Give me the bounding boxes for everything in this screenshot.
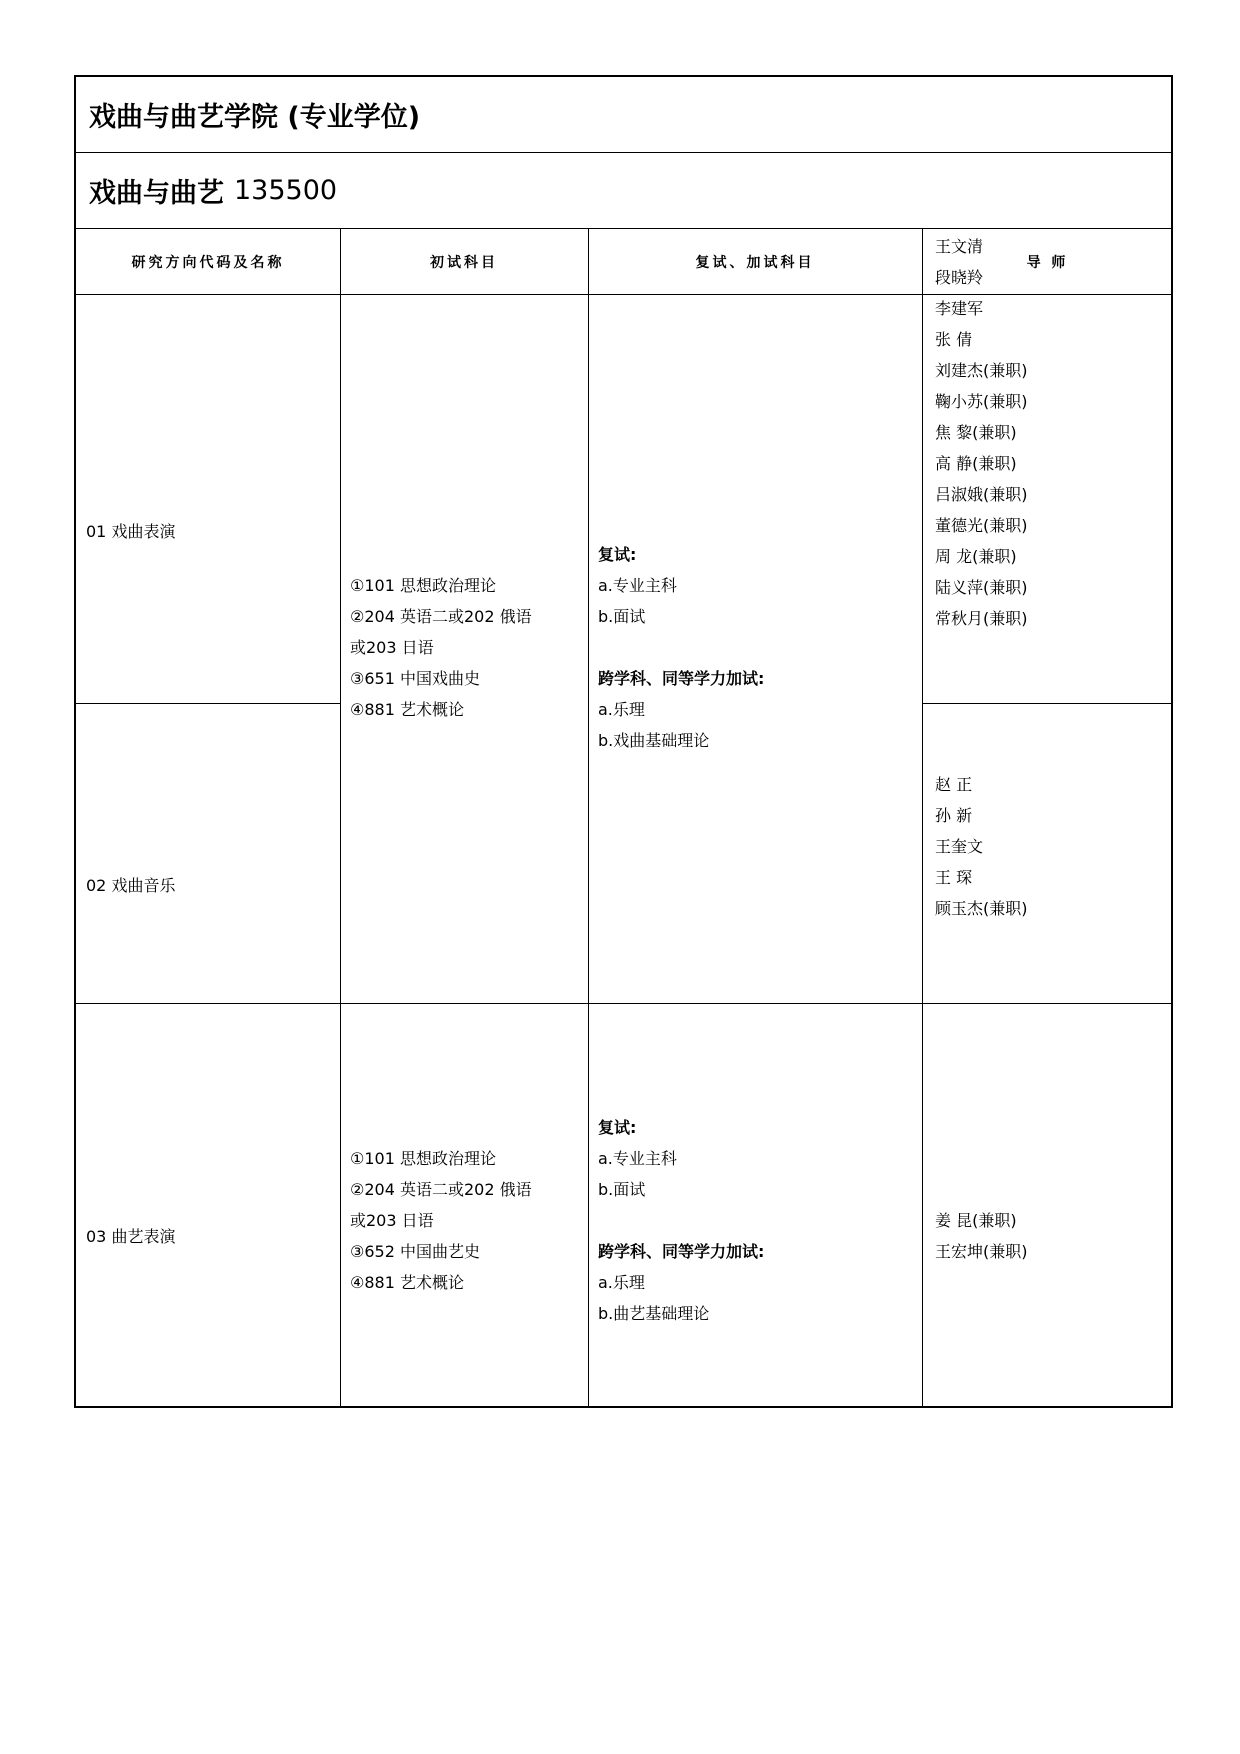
advisor: 常秋月(兼职) — [935, 609, 1028, 628]
retest-label: 复试: — [598, 545, 637, 564]
program-name: 戏曲与曲艺 — [89, 178, 224, 209]
direction-01 — [86, 516, 175, 547]
row-divider — [76, 1003, 1173, 1004]
advisor: 刘建杰(兼职) — [935, 361, 1028, 380]
admissions-table — [74, 75, 1173, 1408]
direction-02 — [86, 870, 175, 901]
program-heading — [76, 153, 1171, 229]
extra-subject: b.戏曲基础理论 — [598, 731, 710, 750]
advisor: 鞠小苏(兼职) — [935, 392, 1028, 411]
college-title: 戏曲与曲艺学院 (专业学位) — [89, 102, 421, 133]
advisor: 焦 黎(兼职) — [935, 423, 1017, 442]
header-initial: 初试科目 — [430, 254, 498, 271]
initial-subject: 或203 日语 — [350, 1211, 434, 1230]
program-code: 135500 — [234, 175, 338, 206]
extra-subject: a.乐理 — [598, 1273, 645, 1292]
initial-subject: ②204 英语二或202 俄语 — [350, 1180, 532, 1199]
initial-subject: ④881 艺术概论 — [350, 1273, 464, 1292]
advisor: 王 琛 — [935, 868, 973, 887]
initial-subject: ①101 思想政治理论 — [350, 576, 496, 595]
initial-subject: ②204 英语二或202 俄语 — [350, 607, 532, 626]
initial-subject: ④881 艺术概论 — [350, 700, 464, 719]
advisors-02 — [935, 769, 1028, 924]
initial-subject: ③652 中国曲艺史 — [350, 1242, 480, 1261]
initial-subject: 或203 日语 — [350, 638, 434, 657]
advisors-03 — [935, 1205, 1028, 1267]
direction-03 — [86, 1221, 175, 1252]
initial-subjects-2 — [350, 1143, 532, 1298]
initial-subject: ①101 思想政治理论 — [350, 1149, 496, 1168]
retest-subject: b.面试 — [598, 1180, 646, 1199]
advisor: 王文清 — [935, 237, 984, 256]
column-divider — [922, 229, 923, 1406]
advisor: 陆义萍(兼职) — [935, 578, 1028, 597]
advisor: 董德光(兼职) — [935, 516, 1028, 535]
column-divider — [588, 229, 589, 1406]
advisor: 王宏坤(兼职) — [935, 1242, 1028, 1261]
page-title — [76, 77, 1171, 153]
retest-subjects-2 — [598, 1112, 764, 1329]
retest-subjects-1 — [598, 539, 764, 756]
direction-name: 01 戏曲表演 — [86, 522, 176, 541]
extra-subject: b.曲艺基础理论 — [598, 1304, 710, 1323]
initial-subject: ③651 中国戏曲史 — [350, 669, 480, 688]
extra-label: 跨学科、同等学力加试: — [598, 669, 765, 688]
header-direction: 研究方向代码及名称 — [131, 254, 285, 271]
extra-label: 跨学科、同等学力加试: — [598, 1242, 765, 1261]
advisor: 高 静(兼职) — [935, 454, 1017, 473]
row-divider — [76, 703, 340, 704]
retest-subject: b.面试 — [598, 607, 646, 626]
advisor: 姜 昆(兼职) — [935, 1211, 1017, 1230]
advisor: 吕淑娥(兼职) — [935, 485, 1028, 504]
extra-subject: a.乐理 — [598, 700, 645, 719]
spacer — [598, 632, 764, 663]
advisor: 李建军 — [935, 299, 984, 318]
advisor: 顾玉杰(兼职) — [935, 899, 1028, 918]
header-advisor: 导 师 — [1026, 254, 1069, 271]
header-retest: 复试、加试科目 — [695, 254, 815, 271]
retest-subject: a.专业主科 — [598, 1149, 677, 1168]
column-divider — [340, 229, 341, 1406]
direction-name: 02 戏曲音乐 — [86, 876, 176, 895]
direction-name: 03 曲艺表演 — [86, 1227, 176, 1246]
advisor: 赵 正 — [935, 775, 973, 794]
advisor: 张 倩 — [935, 330, 973, 349]
advisor: 周 龙(兼职) — [935, 547, 1017, 566]
advisors-01 — [935, 231, 1028, 634]
advisor: 王奎文 — [935, 837, 984, 856]
retest-subject: a.专业主科 — [598, 576, 677, 595]
retest-label: 复试: — [598, 1118, 637, 1137]
advisor: 孙 新 — [935, 806, 973, 825]
row-divider — [922, 703, 1173, 704]
spacer — [598, 1205, 764, 1236]
advisor: 段晓羚 — [935, 268, 984, 287]
initial-subjects-1 — [350, 570, 532, 725]
table-grid — [76, 229, 1171, 1406]
